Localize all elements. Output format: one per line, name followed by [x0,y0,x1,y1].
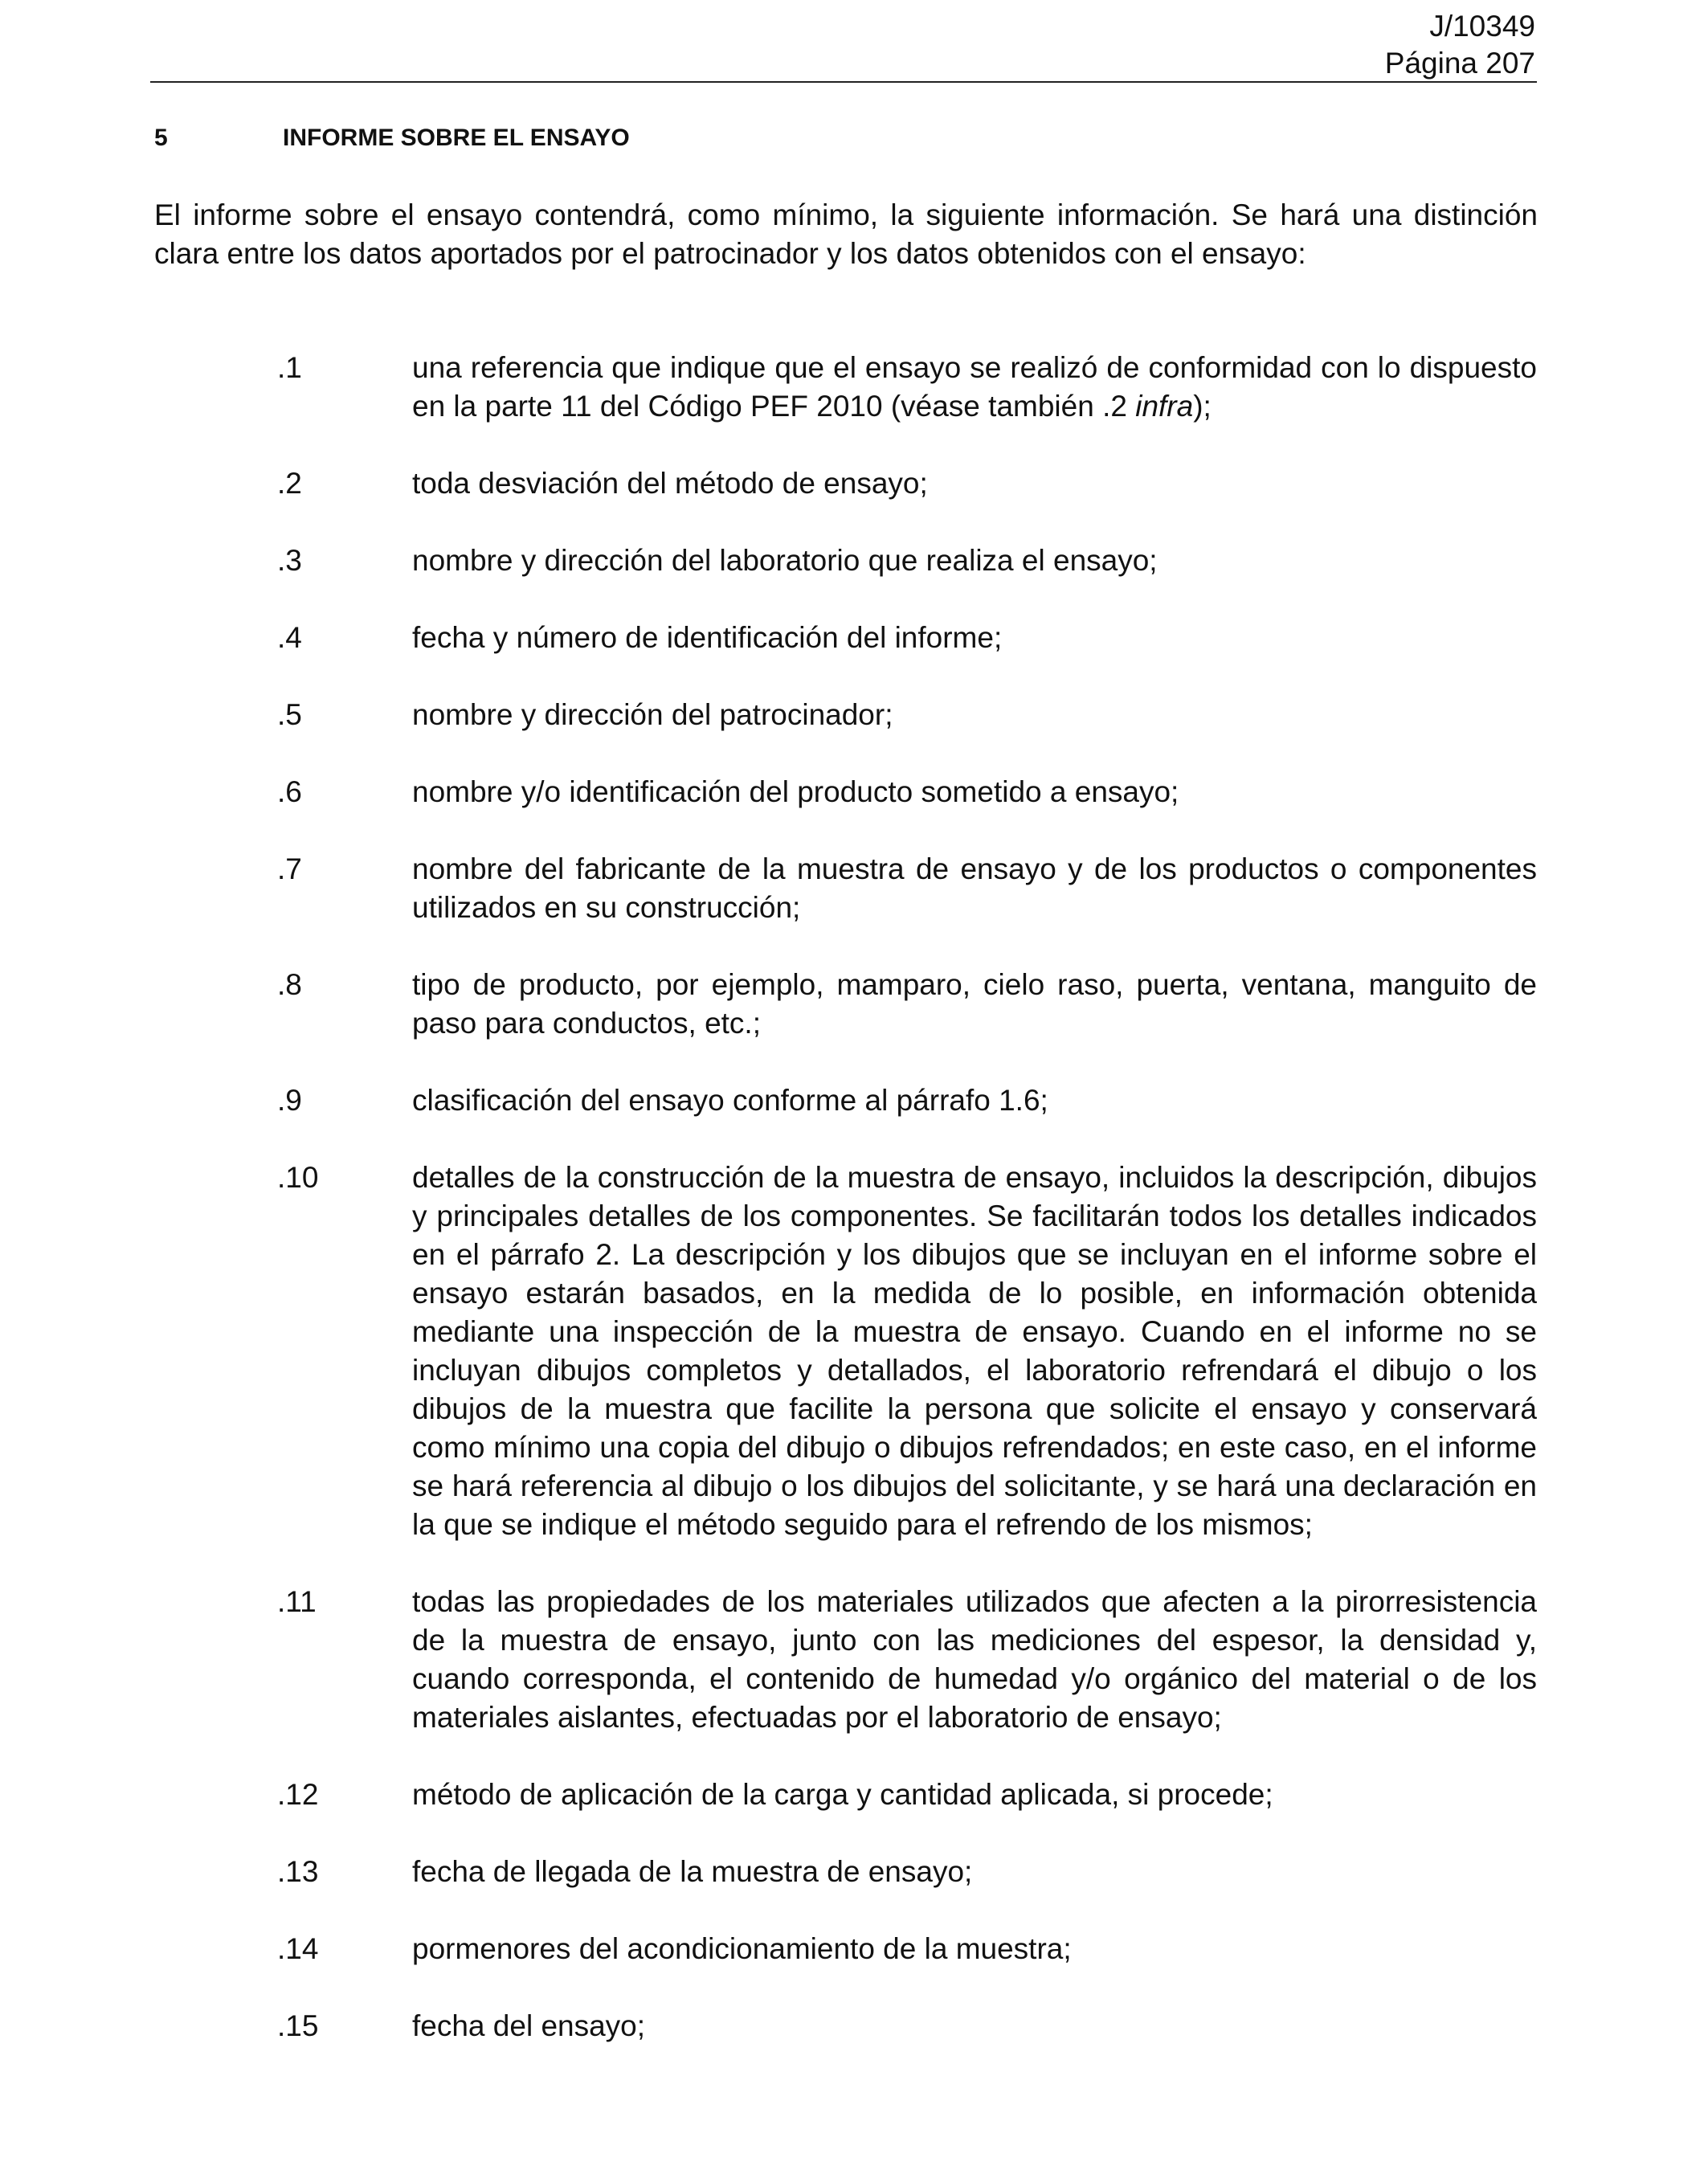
list-item-number: .13 [277,1855,319,1888]
list-item [277,696,1537,734]
list-item-number: .7 [277,852,302,885]
list-item [277,1159,1537,1544]
list-item [277,773,1537,811]
section-number: 5 [154,125,168,151]
list-item [277,850,1537,927]
document-reference: J/10349 [1429,10,1535,43]
list-item-number: .3 [277,544,302,577]
list-item-number: .10 [277,1161,319,1194]
list-item-text: tipo de producto, por ejemplo, mamparo, cielo raso, puerta, ventana, manguito de paso para conductos, etc.; [412,968,1537,1040]
list-item-text: nombre y/o identificación del producto sometido a ensayo; [412,775,1179,808]
list-item-text: pormenores del acondicionamiento de la muestra; [412,1932,1072,1965]
page-header [1385,8,1535,82]
list-item-text: toda desviación del método de ensayo; [412,467,928,500]
list-item-number: .6 [277,775,302,808]
section-heading [154,122,630,154]
section-title: INFORME SOBRE EL ENSAYO [283,125,630,151]
list-item-number: .12 [277,1778,319,1811]
list-item [277,1081,1537,1120]
list-item [277,966,1537,1043]
list-item [277,1853,1537,1891]
list-item-number: .14 [277,1932,319,1965]
list-item-text: nombre y dirección del patrocinador; [412,698,893,731]
header-divider [150,81,1537,83]
list-item [277,349,1537,426]
page-number: Página 207 [1384,47,1535,80]
list-item [277,1583,1537,1737]
list-item-text: clasificación del ensayo conforme al párrafo 1.6; [412,1084,1048,1117]
list-item-text: método de aplicación de la carga y cantidad aplicada, si procede; [412,1778,1273,1811]
list-item-number: .4 [277,621,302,654]
list-item-text: fecha del ensayo; [412,2009,646,2042]
list-item-number: .5 [277,698,302,731]
intro-paragraph: El informe sobre el ensayo contendrá, como mínimo, la siguiente información. Se hará una distinción clara entre los datos aportados por el patrocinador y los datos obtenidos con el ensayo: [154,198,1538,270]
list-item [277,619,1537,657]
list-item-number: .11 [277,1585,317,1618]
list-item-text: nombre del fabricante de la muestra de ensayo y de los productos o componentes utilizados en su construcción; [412,852,1537,924]
list-item-text: nombre y dirección del laboratorio que realiza el ensayo; [412,544,1158,577]
list-item-number: .2 [277,467,302,500]
list-item [277,464,1537,503]
list-item-number: .1 [277,351,302,384]
list-item-number: .15 [277,2009,319,2042]
list-item [277,1930,1537,1968]
list-item [277,2007,1537,2045]
list-item-text: fecha y número de identificación del informe; [412,621,1003,654]
list-item-number: .8 [277,968,302,1001]
list-item-text: todas las propiedades de los materiales utilizados que afecten a la pirorresistencia de la muestra de ensayo, junto con las mediciones del espesor, la densidad y, cuando corresponda, el contenido de humedad y/o orgánico del material o de los materiales aislantes, efectuadas por el laboratorio de ensayo; [412,1585,1537,1734]
list-item-number: .9 [277,1084,302,1117]
requirements-list [277,349,1537,2045]
list-item-text: fecha de llegada de la muestra de ensayo; [412,1855,973,1888]
list-item [277,1776,1537,1814]
list-item-text: detalles de la construcción de la muestra de ensayo, incluidos la descripción, dibujos y principales detalles de los componentes. Se facilitarán todos los detalles indicados en el párrafo 2. La descripción y los dibujos que se incluyan en el informe sobre el ensayo estarán basados, en la medida de lo posible, en información obtenida mediante una inspección de la muestra de ensayo. Cuando en el informe no se incluyan dibujos completos y detallados, el laboratorio refrendará el dibujo o los dibujos de la muestra que facilite la persona que solicite el ensayo y conservará como mínimo una copia del dibujo o dibujos refrendados; en este caso, en el informe se hará referencia al dibujo o los dibujos del solicitante, y se hará una declaración en la que se indique el método seguido para el refrendo de los mismos; [412,1161,1537,1541]
italic-term: infra [1135,390,1194,423]
list-item-text: una referencia que indique que el ensayo se realizó de conformidad con lo dispuesto en la parte 11 del Código PEF 2010 (véase también .2 infra); [412,351,1537,423]
list-item [277,542,1537,580]
